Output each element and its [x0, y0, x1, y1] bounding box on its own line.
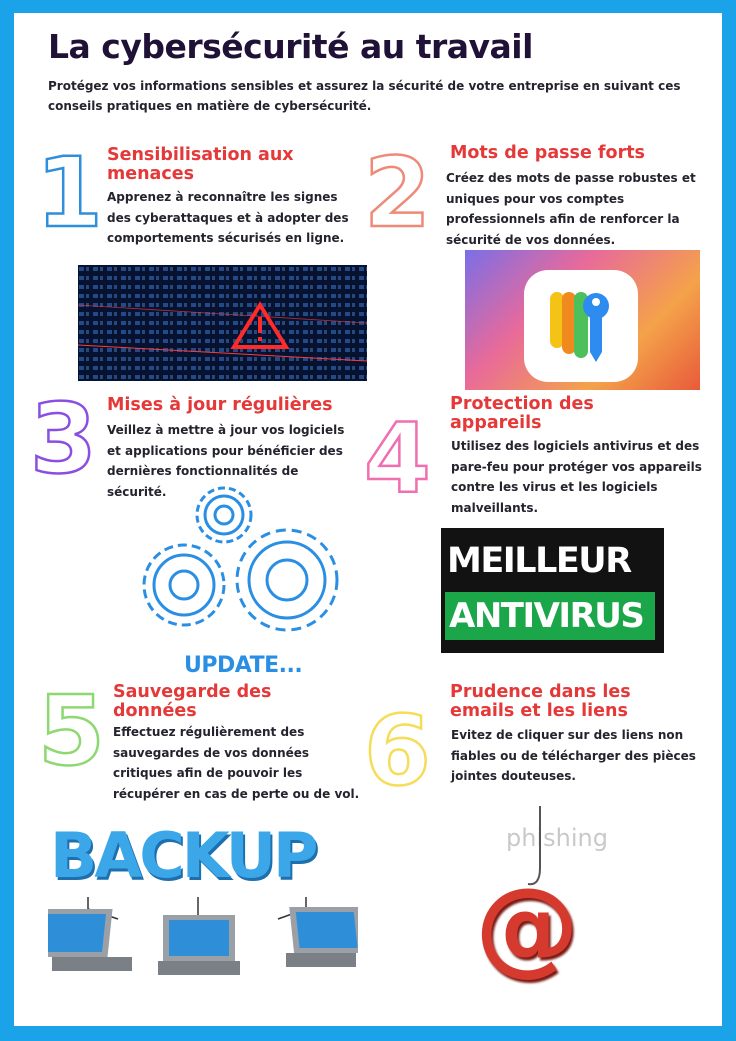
section-6-text: Evitez de cliquer sur des liens non fiables ou de télécharger des pièces jointes douteuses.: [451, 728, 696, 783]
section-3-heading: Mises à jour régulières: [107, 395, 333, 415]
section-5-heading: Sauvegarde des données: [113, 682, 272, 721]
page-title: La cybersécurité au travail: [48, 27, 533, 66]
section-4-heading: Protection des appareils: [450, 394, 594, 433]
step-number-3: 3: [30, 383, 97, 495]
section-1-heading: Sensibilisation aux menaces: [107, 145, 294, 184]
section-5-text: Effectuez régulièrement des sauvegardes de vos données critiques afin de pouvoir les récupérer en cas de perte ou de vol.: [113, 725, 360, 801]
section-6-heading: Prudence dans les emails et les liens: [450, 682, 631, 721]
step-number-6: 6: [364, 695, 431, 807]
backup-label: BACKUP: [50, 819, 316, 892]
gear-icon: [134, 481, 354, 651]
antivirus-line2: ANTIVIRUS: [449, 596, 644, 636]
laptop-icon: [48, 819, 358, 989]
section-3-text: Veillez à mettre à jour vos logiciels et applications pour bénéficier des dernières fonctionnalités de sécurité.: [107, 423, 345, 499]
phishing-label: phishing: [506, 824, 608, 852]
step-number-2: 2: [364, 137, 431, 249]
cyber-threat-image: [78, 265, 367, 381]
at-symbol-icon: @: [475, 865, 579, 986]
key-icon: [524, 270, 638, 382]
step-number-5: 5: [38, 675, 105, 787]
warning-icon: [78, 265, 367, 381]
antivirus-image: [441, 528, 664, 653]
backup-image: [48, 819, 358, 989]
phishing-image: [454, 806, 644, 986]
intro-text: Protégez vos informations sensibles et assurez la sécurité de votre entreprise en suivant ces conseils pratiques en matière de cybersécurité.: [48, 79, 681, 113]
password-app-tile: [524, 270, 638, 382]
step-number-4: 4: [364, 403, 431, 515]
update-gears-image: [134, 481, 354, 681]
antivirus-line1: MEILLEUR: [447, 541, 631, 581]
infographic-page: [14, 13, 722, 1026]
password-app-image: [465, 250, 700, 390]
section-2-heading: Mots de passe forts: [450, 143, 645, 163]
section-4-text: Utilisez des logiciels antivirus et des pare-feu pour protéger vos appareils contre les virus et les logiciels malveillants.: [451, 439, 702, 515]
step-number-1: 1: [36, 137, 103, 249]
section-2-text: Créez des mots de passe robustes et uniques pour vos comptes professionnels afin de renforcer la sécurité de vos données.: [446, 171, 696, 247]
update-label: UPDATE...: [184, 653, 303, 678]
section-1-text: Apprenez à reconnaître les signes des cyberattaques et à adopter des comportements sécurisés en ligne.: [107, 190, 349, 245]
